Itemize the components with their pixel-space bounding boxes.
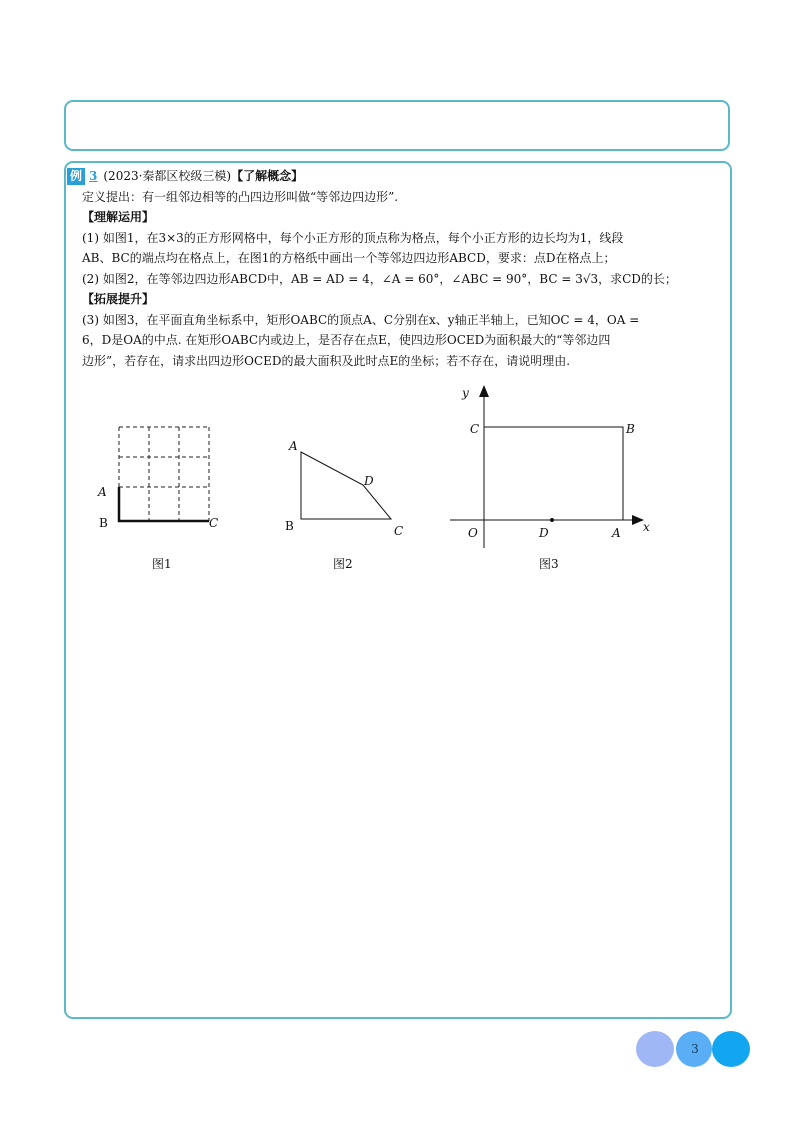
fig2-label-b: B xyxy=(285,519,294,533)
section-concept: 【了解概念】 xyxy=(231,169,304,183)
fig1-label-b: B xyxy=(99,516,108,530)
fig3-label-o: O xyxy=(468,526,478,540)
fig2-label-c: C xyxy=(394,524,404,538)
figure-3-coordinate-plane xyxy=(450,380,660,555)
problem-source: (2023·秦都区校级三模) xyxy=(103,169,232,183)
question-3-line-3: 边形”，若存在，请求出四边形OCED的最大面积及此时点E的坐标；若不存在，请说明理由. xyxy=(82,353,571,368)
question-3-line-1: (3) 如图3，在平面直角坐标系中，矩形OABC的顶点A、C分别在x、y轴正半轴上，已知OC = 4，OA = xyxy=(82,312,640,327)
header-box xyxy=(64,100,730,151)
fig3-label-c: C xyxy=(470,422,480,436)
problem-header xyxy=(67,166,717,187)
definition-text: 定义提出：有一组邻边相等的凸四边形叫做“等邻边四边形”. xyxy=(82,189,399,204)
figure-2-quadrilateral xyxy=(282,432,412,542)
section-application: 【理解运用】 xyxy=(82,210,155,224)
question-2-line-1: (2) 如图2，在等邻边四边形ABCD中，AB = AD = 4，∠A = 60°，∠ABC = 90°，BC = 3√3，求CD的长； xyxy=(82,271,677,286)
fig2-label-d: D xyxy=(364,474,374,488)
fig3-label-x: x xyxy=(643,520,650,534)
figure-1-caption: 图1 xyxy=(152,557,172,571)
page-decoration-circle-3 xyxy=(712,1031,750,1067)
question-1-line-1: (1) 如图1，在3×3的正方形网格中，每个小正方形的顶点称为格点，每个小正方形的边长均为1，线段 xyxy=(82,230,624,245)
question-3-line-2: 6，D是OA的中点. 在矩形OABC内或边上，是否存在点E，使四边形OCED为面积最大的“等邻边四 xyxy=(82,333,611,347)
section-extension: 【拓展提升】 xyxy=(82,292,155,306)
fig1-label-c: C xyxy=(209,516,219,530)
fig1-label-a: A xyxy=(98,485,107,499)
page-decoration-circle-1 xyxy=(636,1031,674,1067)
example-number: 3 xyxy=(89,169,98,183)
fig3-label-y: y xyxy=(462,386,469,400)
figure-2-caption: 图2 xyxy=(333,557,353,571)
fig3-label-d: D xyxy=(539,526,549,540)
question-1-line-2: AB、BC的端点均在格点上，在图1的方格纸中画出一个等邻边四边形ABCD，要求：点D在格点上； xyxy=(82,251,616,265)
page-number: 3 xyxy=(691,1042,699,1056)
problem-text xyxy=(67,166,717,371)
example-tag: 例 xyxy=(67,168,85,185)
fig2-label-a: A xyxy=(289,439,298,453)
fig3-label-b: B xyxy=(626,422,635,436)
figure-1-grid xyxy=(90,420,230,540)
fig3-label-a: A xyxy=(612,526,621,540)
figure-3-caption: 图3 xyxy=(539,557,559,571)
